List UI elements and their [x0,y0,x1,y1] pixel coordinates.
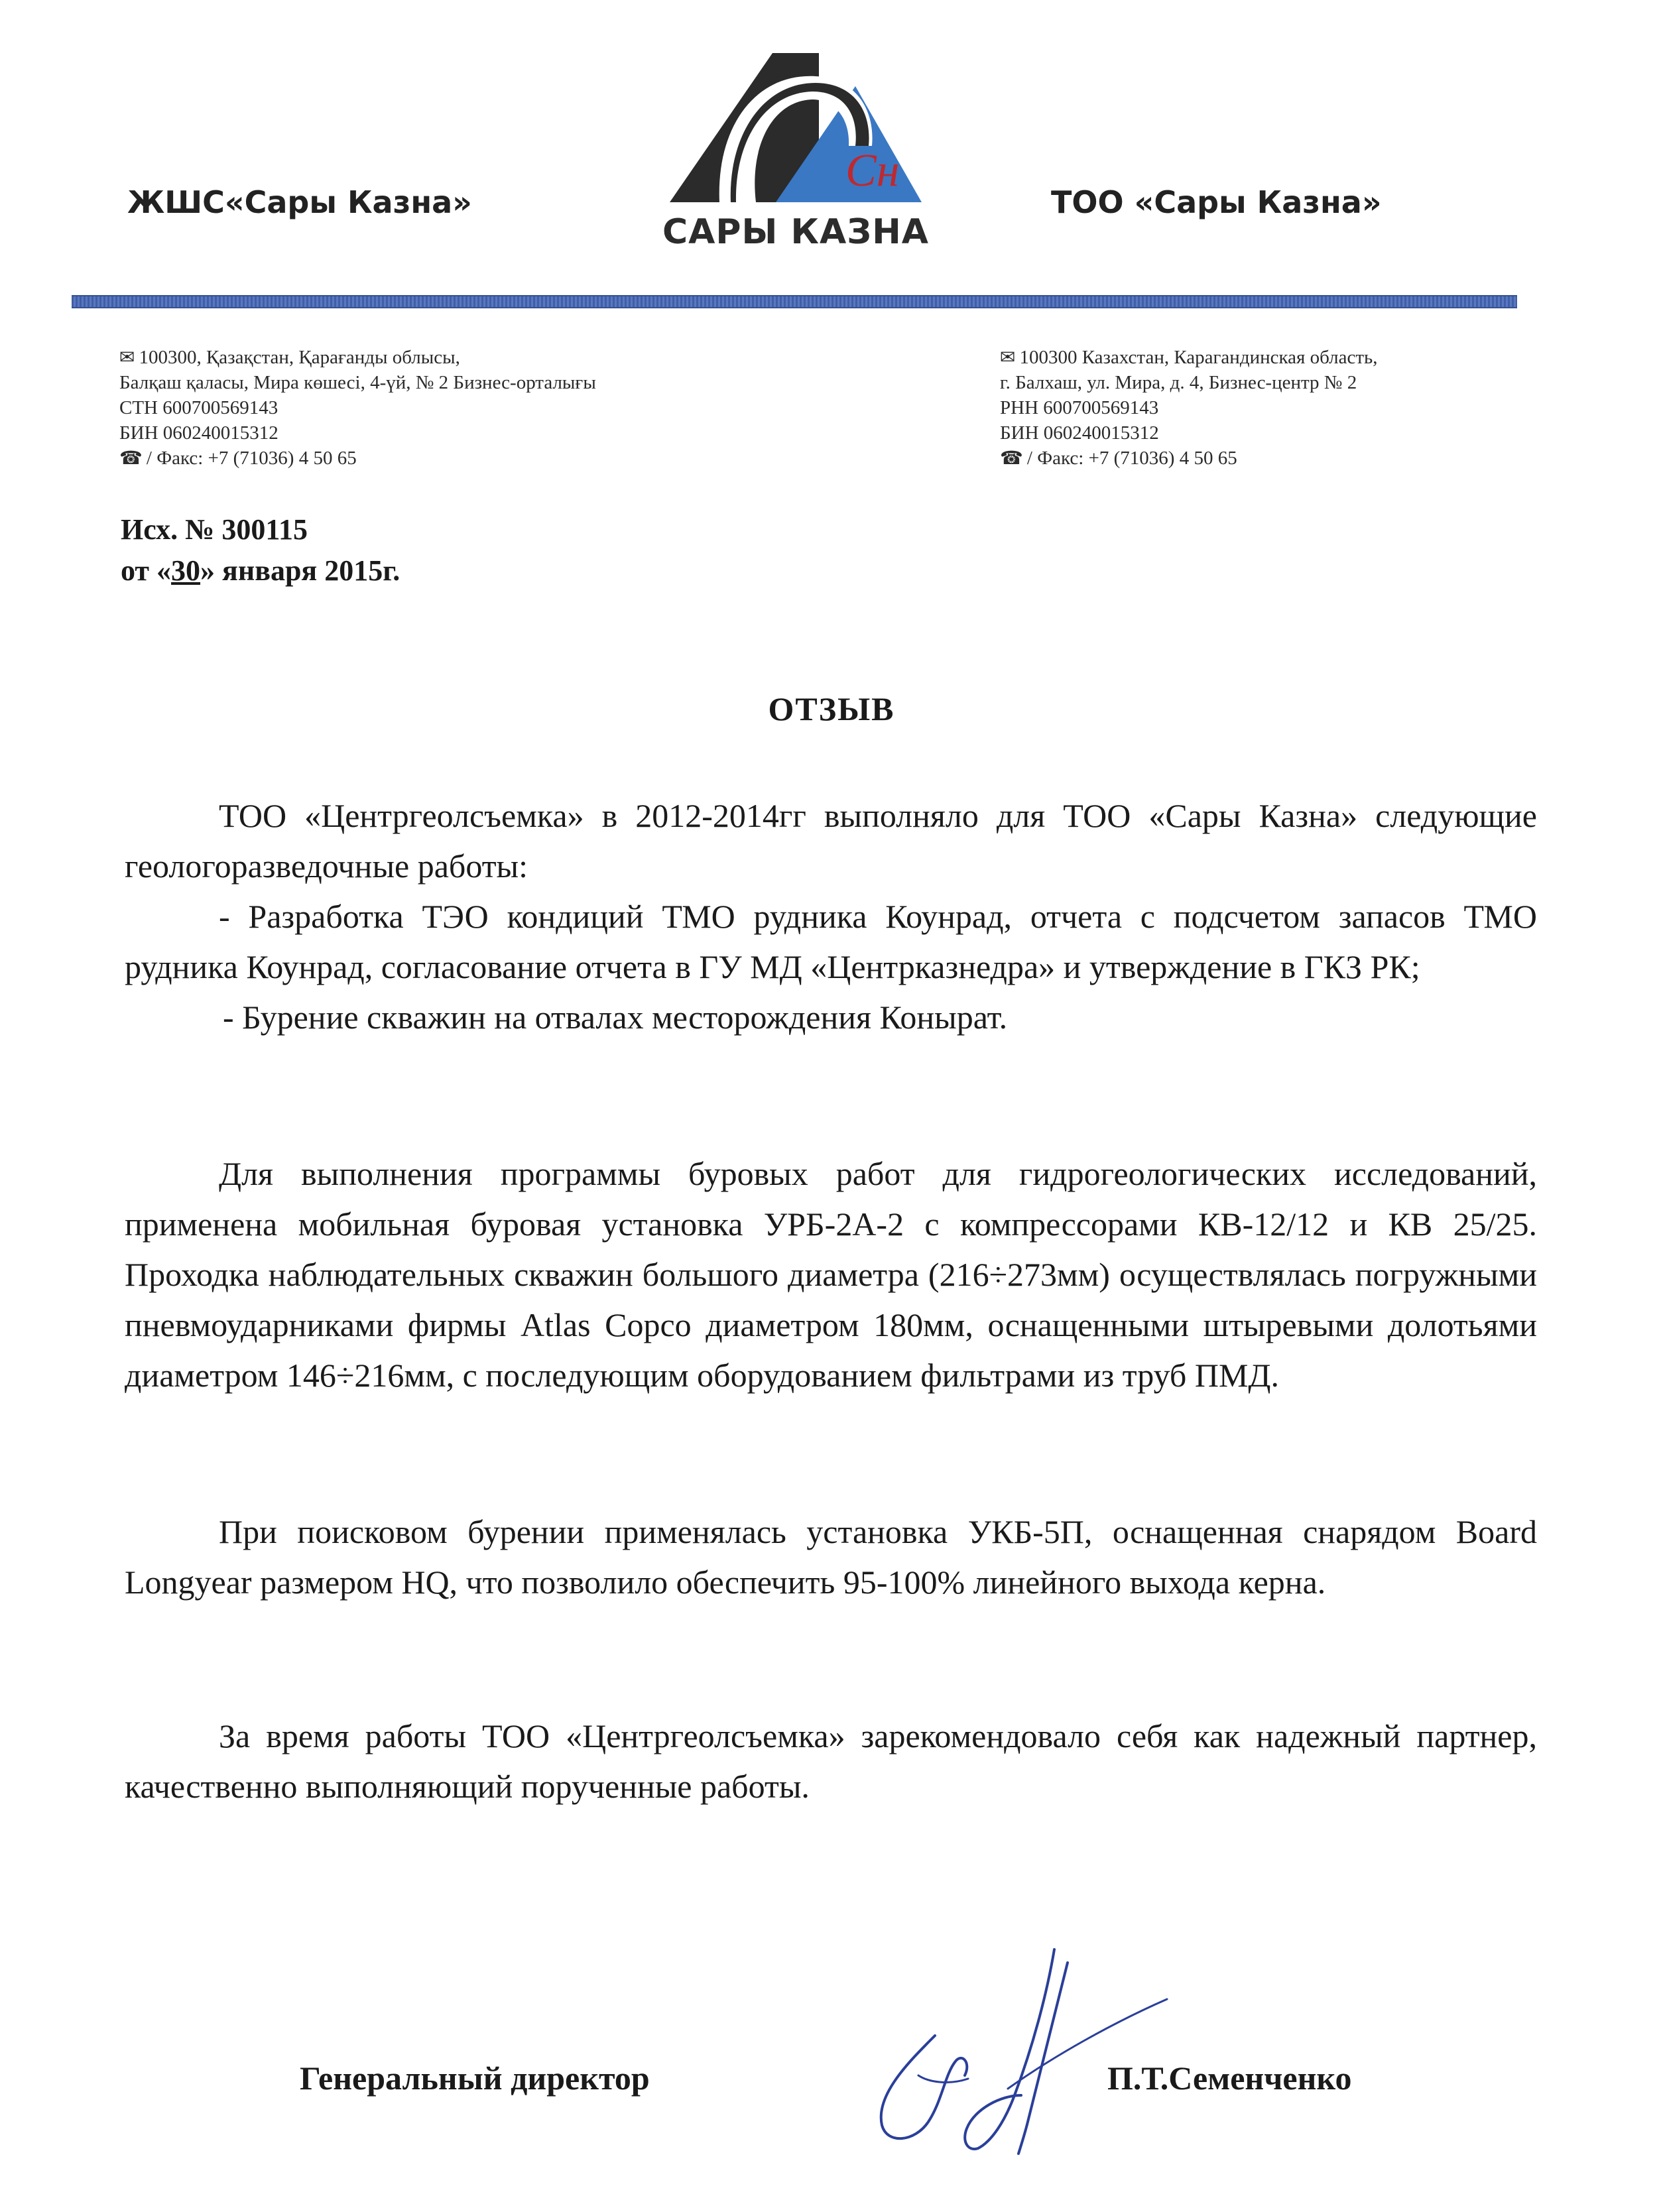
address-line [1000,345,1378,370]
list-item: - Бурение скважин на отвалах месторождения Конырат. [223,999,1008,1036]
logo-monogram: Сн [845,145,900,196]
phone-icon: ☎ [119,447,143,469]
address-line [119,345,596,370]
tax-number: РНН 600700569143 [1000,397,1159,418]
body-section-3 [125,1506,1537,1607]
envelope-icon: ✉ [1000,346,1016,368]
paragraph: За время работы ТОО «Центргеолсъемка» зарекомендовало себя как надежный партнер, качественно выполняющий порученные работы. [125,1717,1537,1805]
signatory-position: Генеральный директор [300,2059,650,2097]
bin-number: БИН 060240015312 [119,422,278,444]
date-day: 30 [171,554,201,587]
outgoing-reference [121,509,400,591]
body-section-4 [125,1711,1537,1812]
org-name-kazakh: ЖШС«Сары Казна» [127,184,472,220]
envelope-icon: ✉ [119,346,135,368]
list-item: - Разработка ТЭО кондиций ТМО рудника Коунрад, отчета с подсчетом запасов ТМО рудника Коунрад, согласование отчета в ГУ МД «Центрказнедра» и утверждение в ГКЗ РК; [125,898,1537,985]
phone-icon: ☎ [1000,447,1023,469]
address-block-russian [1000,345,1378,471]
reference-number: Исх. № 300115 [121,513,308,546]
body-section-1 [125,790,1537,1042]
date-prefix: от « [121,554,172,587]
org-name-russian: ТОО «Сары Казна» [1051,184,1382,220]
paragraph: При поисковом бурении применялась установка УКБ-5П, оснащенная снарядом Board Longyear размером HQ, что позволило обеспечить 95-100% линейного выхода керна. [125,1513,1537,1601]
date-suffix: » января 2015г. [200,554,400,587]
address-text: 100300 Казахстан, Карагандинская область, [1019,347,1378,368]
address-block-kazakh [119,345,596,471]
signatory-name: П.Т.Семенченко [1107,2059,1352,2097]
company-logo [656,46,935,259]
handwritten-signature [855,1943,1187,2162]
phone-text: / Факс: +7 (71036) 4 50 65 [1026,448,1237,469]
document-title: ОТЗЫВ [768,690,895,727]
logo-wordmark: САРЫ КАЗНА [662,212,929,252]
header-divider [72,295,1517,308]
phone-line [119,446,596,471]
address-text: 100300, Қазақстан, Қарағанды облысы, [139,347,460,368]
phone-text: / Факс: +7 (71036) 4 50 65 [146,448,357,469]
tax-number: СТН 600700569143 [119,397,278,418]
address-line: г. Балхаш, ул. Мира, д. 4, Бизнес-центр № 2 [1000,372,1357,393]
body-section-2 [125,1148,1537,1400]
bin-number: БИН 060240015312 [1000,422,1159,444]
reference-date [121,550,400,591]
paragraph: ТОО «Центргеолсъемка» в 2012-2014гг выполняло для ТОО «Сары Казна» следующие геологоразведочные работы: [125,797,1537,885]
address-line: Балқаш қаласы, Мира көшесі, 4-үй, № 2 Бизнес-орталығы [119,372,596,393]
logo-mark-icon [656,46,935,212]
phone-line [1000,446,1378,471]
paragraph: Для выполнения программы буровых работ для гидрогеологических исследований, применена мобильная буровая установка УРБ-2А-2 с компрессорами КВ-12/12 и КВ 25/25. Проходка наблюдательных скважин большого диаметра (216÷273мм) осуществлялась погружными пневмоударниками фирмы Atlas Copco диаметром 180мм, оснащенными штыревыми долотьями диаметром 146÷216мм, с последующим оборудованием фильтрами из труб ПМД. [125,1155,1537,1394]
